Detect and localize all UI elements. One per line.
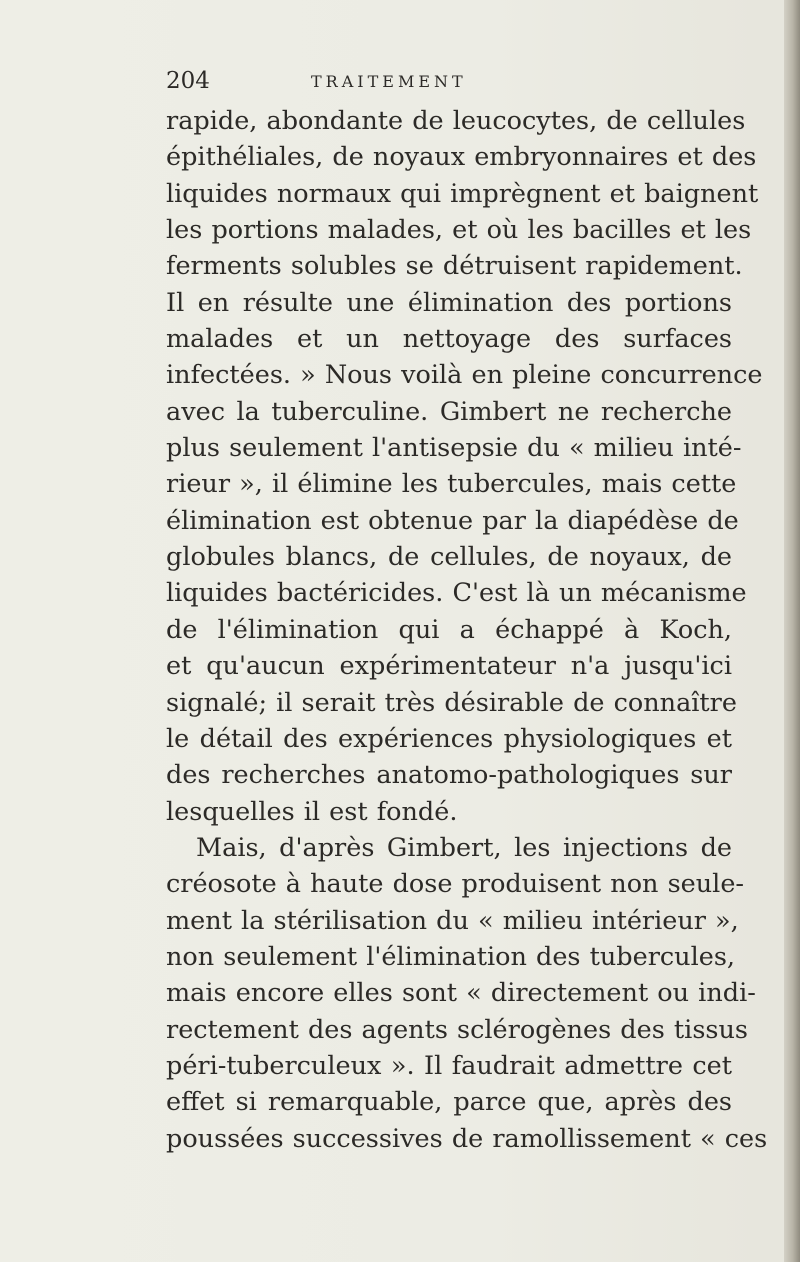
text-line: signalé; il serait très désirable de connaître (166, 687, 737, 718)
text-line: plus seulement l'antisepsie du « milieu inté- (166, 433, 742, 464)
text-line: Il en résulte une élimination des portions (166, 287, 732, 318)
body-text (166, 103, 768, 1157)
text-line: poussées successives de ramollissement « ces (166, 1123, 768, 1154)
text-line: le détail des expériences physiologiques et (166, 723, 732, 754)
text-line: non seulement l'élimination des tubercules, (166, 941, 736, 972)
page-number: 204 (166, 68, 210, 94)
text-line: mais encore elles sont « directement ou indi- (166, 978, 756, 1009)
text-line: péri-tuberculeux ». Il faudrait admettre cet (166, 1050, 732, 1081)
text-line: les portions malades, et où les bacilles et les (166, 215, 752, 246)
text-line: rieur », il élimine les tubercules, mais cette (166, 469, 737, 500)
text-line: malades et un nettoyage des surfaces (166, 324, 732, 355)
text-line: rectement des agents sclérogènes des tissus (166, 1014, 748, 1045)
text-line: élimination est obtenue par la diapédèse de (166, 505, 739, 536)
text-line: Mais, d'après Gimbert, les injections de (196, 832, 732, 863)
text-line: des recherches anatomo-pathologiques sur (166, 760, 732, 791)
running-title: TRAITEMENT (311, 72, 467, 91)
text-line: et qu'aucun expérimentateur n'a jusqu'ici (166, 651, 732, 682)
text-line: liquides normaux qui imprègnent et baignent (166, 178, 759, 209)
text-line: rapide, abondante de leucocytes, de cellules (166, 106, 746, 136)
text-line: ment la stérilisation du « milieu intérieur », (166, 905, 739, 936)
text-line: globules blancs, de cellules, de noyaux, de (166, 542, 732, 573)
text-line: liquides bactéricides. C'est là un mécanisme (166, 578, 747, 609)
text-line: effet si remarquable, parce que, après des (166, 1087, 732, 1118)
running-head (166, 66, 726, 96)
page-edge-shadow (784, 0, 800, 1262)
text-line: créosote à haute dose produisent non seule- (166, 869, 745, 900)
text-line: avec la tuberculine. Gimbert ne recherche (166, 396, 732, 427)
text-line: ferments solubles se détruisent rapidement. (166, 251, 743, 282)
text-line: épithéliales, de noyaux embryonnaires et des (166, 142, 757, 173)
text-line: lesquelles il est fondé. (166, 796, 458, 827)
text-line: de l'élimination qui a échappé à Koch, (166, 614, 732, 645)
text-line: infectées. » Nous voilà en pleine concurrence (166, 360, 763, 391)
